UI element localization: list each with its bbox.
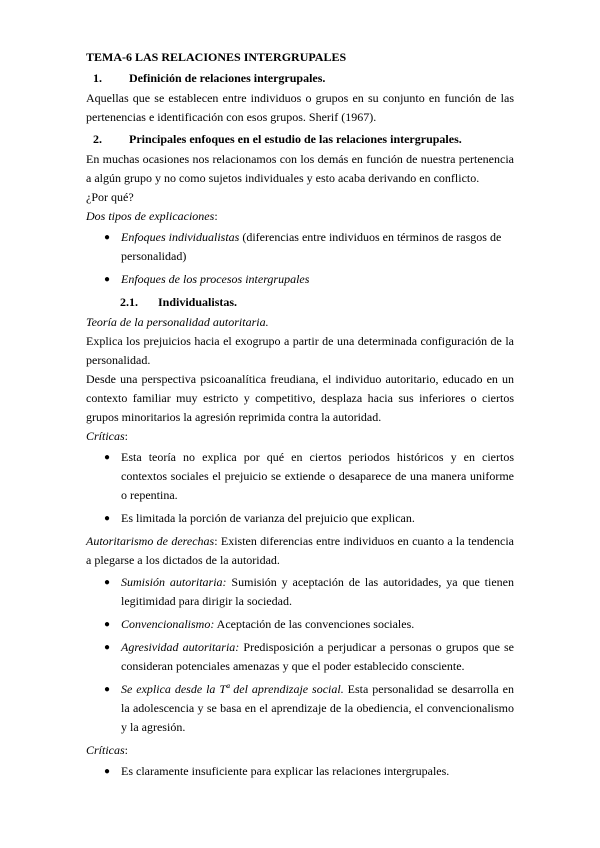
- list-item-italic: Enfoques de los procesos intergrupales: [121, 272, 310, 286]
- document-page: [86, 48, 514, 785]
- list-item: [86, 680, 514, 737]
- list-item-italic: Se explica desde la Tª del aprendizaje social.: [121, 682, 344, 696]
- section-1-heading: [86, 69, 514, 88]
- bullet-icon: ●: [104, 619, 111, 630]
- theory-subtitle: Teoría de la personalidad autoritaria.: [86, 315, 269, 329]
- list-item: [86, 762, 514, 781]
- section-title: Definición de relaciones intergrupales.: [129, 71, 326, 85]
- section-number: 1.: [93, 71, 102, 85]
- explanations-label-text: Dos tipos de explicaciones: [86, 209, 215, 223]
- list-item-text: Es claramente insuficiente para explicar las relaciones intergrupales.: [121, 764, 450, 778]
- criticas-2-label: [86, 741, 514, 760]
- list-item: [86, 573, 514, 611]
- list-item-italic: Agresividad autoritaria:: [121, 640, 240, 654]
- list-item: [86, 638, 514, 676]
- criticas-2-list: [86, 762, 514, 781]
- list-item: [86, 270, 514, 289]
- criticas-2-colon: :: [124, 743, 129, 757]
- list-item-text: Esta teoría no explica por qué en ciertos periodos históricos y en ciertos contextos sociales el prejuicio se extiende o desaparece de una manera uniforme o repentina.: [121, 450, 514, 502]
- section-2-paragraph: En muchas ocasiones nos relacionamos con los demás en función de nuestra pertenencia a algún grupo y no como sujetos individuales y esto acaba derivando en conflicto.: [86, 152, 514, 185]
- autoritarismo-label: Autoritarismo de derechas: [86, 534, 215, 548]
- list-item: [86, 448, 514, 505]
- section-number: 2.1.: [120, 295, 138, 309]
- bullet-icon: ●: [104, 274, 111, 285]
- bullet-icon: ●: [104, 452, 111, 463]
- autoritarismo-paragraph: [86, 532, 514, 570]
- explanations-list: [86, 228, 514, 289]
- section-1-paragraph: Aquellas que se establecen entre individuos o grupos en su conjunto en función de las pertenencias e identificación con esos grupos. Sherif (1967).: [86, 91, 514, 124]
- section-2-heading: [86, 130, 514, 149]
- section-title: Individualistas.: [158, 295, 238, 309]
- list-item-text: Sumisión y aceptación de las autoridades, ya que tienen legitimidad para dirigir la sociedad.: [121, 575, 514, 608]
- list-item-text: (diferencias entre individuos en términos de rasgos de personalidad): [121, 230, 502, 263]
- list-item-italic: Enfoques individualistas: [121, 230, 240, 244]
- bullet-icon: ●: [104, 513, 111, 524]
- question-line: ¿Por qué?: [86, 190, 134, 204]
- criticas-colon: :: [124, 429, 129, 443]
- list-item: [86, 615, 514, 634]
- bullet-icon: ●: [104, 642, 111, 653]
- list-item-italic: Convencionalismo:: [121, 617, 215, 631]
- list-item-text: Es limitada la porción de varianza del prejuicio que explican.: [121, 511, 415, 525]
- bullet-icon: ●: [104, 577, 111, 588]
- section-title: Principales enfoques en el estudio de las relaciones intergrupales.: [129, 132, 462, 146]
- criticas-2-label-text: Críticas: [86, 743, 125, 757]
- criticas-label-text: Críticas: [86, 429, 125, 443]
- section-2-1-heading: [86, 293, 514, 312]
- list-item-text: Predisposición a perjudicar a personas o grupos que se consideran potenciales amenazas y que el poder establecido consciente.: [121, 640, 515, 673]
- list-item-italic: Sumisión autoritaria:: [121, 575, 227, 589]
- section-number: 2.: [93, 132, 102, 146]
- list-item-text: Esta personalidad se desarrolla en la adolescencia y se basa en el aprendizaje de la obediencia, el convencionalismo y la agresión.: [121, 682, 515, 734]
- paragraph: Explica los prejuicios hacia el exogrupo a partir de una determinada configuración de la personalidad.: [86, 334, 514, 367]
- autoritarismo-list: [86, 573, 514, 737]
- explanations-label: [86, 207, 514, 226]
- bullet-icon: ●: [104, 232, 111, 243]
- list-item: [86, 228, 514, 266]
- list-item: [86, 509, 514, 528]
- autoritarismo-text: : Existen diferencias entre individuos en cuanto a la tendencia a plegarse a los dictados de la autoridad.: [86, 534, 515, 567]
- document-title: TEMA-6 LAS RELACIONES INTERGRUPALES: [86, 50, 347, 64]
- explanations-colon: :: [214, 209, 218, 223]
- bullet-icon: ●: [104, 766, 111, 777]
- bullet-icon: ●: [104, 684, 111, 695]
- criticas-label: [86, 427, 514, 446]
- paragraph: Desde una perspectiva psicoanalítica freudiana, el individuo autoritario, educado en un contexto familiar muy estricto y competitivo, desplaza hacia sus inferiores o ciertos grupos minoritarios la agresión reprimida contra la autoridad.: [86, 372, 514, 424]
- criticas-list: [86, 448, 514, 528]
- list-item-text: Aceptación de las convenciones sociales.: [214, 617, 415, 631]
